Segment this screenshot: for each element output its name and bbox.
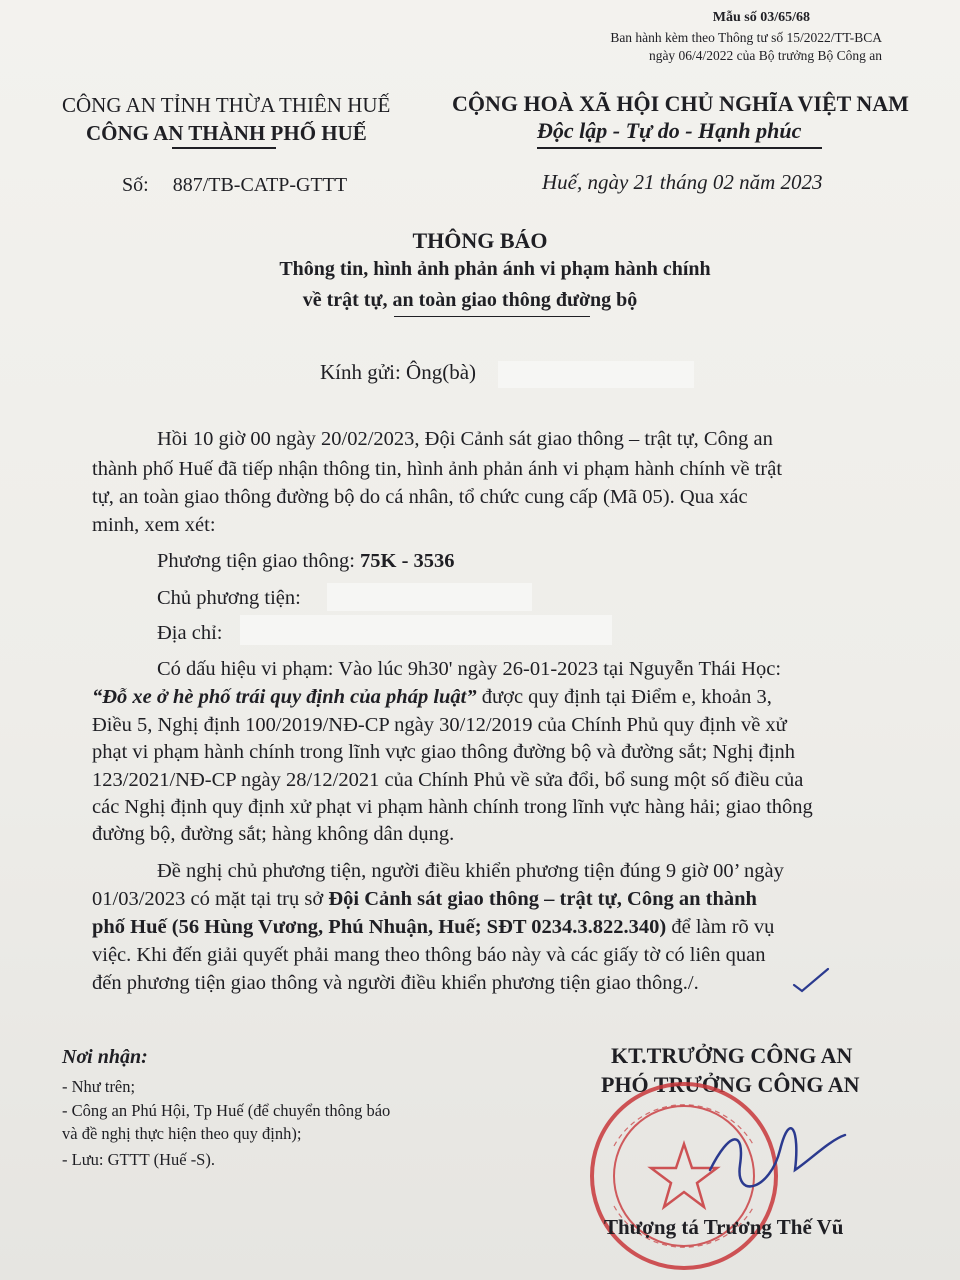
office-name: Đội Cảnh sát giao thông – trật tự, Công an thành (328, 888, 757, 910)
salutation: Kính gửi: Ông(bà) (320, 360, 477, 384)
national-title: CỘNG HOÀ XÃ HỘI CHỦ NGHĨA VIỆT NAM (452, 91, 909, 116)
request-text: 01/03/2023 có mặt tại trụ sở (92, 888, 329, 910)
check-mark-icon (792, 965, 832, 995)
request-line: đến phương tiện giao thông và người điều khiển phương tiện giao thông./. (92, 972, 699, 994)
form-issuance-line-2: ngày 06/4/2022 của Bộ trưởng Bộ Công an (648, 48, 882, 63)
recipient-item: - Như trên; (62, 1077, 136, 1096)
request-text: để làm rõ vụ (666, 916, 775, 938)
vehicle-line (157, 550, 455, 573)
body-line: thành phố Huế đã tiếp nhận thông tin, hình ảnh phản ánh vi phạm hành chính về trật (92, 458, 783, 480)
national-motto: Độc lập - Tự do - Hạnh phúc (537, 118, 802, 143)
document-title: THÔNG BÁO (412, 228, 548, 253)
redacted-owner (327, 583, 532, 611)
violation-line: Điều 5, Nghị định 100/2019/NĐ-CP ngày 30/12/2019 của Chính Phủ quy định về xử (92, 714, 787, 736)
violation-line (92, 686, 772, 709)
address-label: Địa chỉ: (157, 622, 223, 644)
violation-tail: được quy định tại Điểm e, khoản 3, (476, 686, 772, 708)
document-number (122, 174, 347, 197)
recipient-item: - Công an Phú Hội, Tp Huế (để chuyển thông báo (62, 1101, 391, 1120)
request-line (92, 916, 774, 939)
parent-agency: CÔNG AN TỈNH THỪA THIÊN HUẾ (62, 93, 391, 117)
violation-line: đường bộ, đường sắt; hàng không dân dụng. (92, 823, 455, 845)
body-line: tự, an toàn giao thông đường bộ do cá nhân, tổ chức cung cấp (Mã 05). Qua xác (92, 486, 748, 508)
handwritten-signature-icon (700, 1110, 850, 1200)
vehicle-plate: 75K - 3536 (360, 550, 455, 572)
request-line: việc. Khi đến giải quyết phải mang theo thông báo này và các giấy tờ có liên quan (92, 944, 766, 966)
motto-underline (537, 147, 822, 149)
redacted-recipient (498, 361, 694, 388)
vehicle-label: Phương tiện giao thông: (157, 550, 361, 572)
issuing-agency: CÔNG AN THÀNH PHỐ HUẾ (86, 121, 367, 145)
document-subtitle-line-2: về trật tự, an toàn giao thông đường bộ (302, 289, 638, 311)
document-number-value: 887/TB-CATP-GTTT (172, 174, 348, 196)
subtitle-underline (394, 316, 590, 317)
owner-label: Chủ phương tiện: (157, 587, 301, 609)
violation-line: Có dấu hiệu vi phạm: Vào lúc 9h30' ngày 26-01-2023 tại Nguyễn Thái Học: (157, 658, 782, 680)
violation-line: phạt vi phạm hành chính trong lĩnh vực giao thông đường bộ và đường sắt; Nghị định (92, 741, 795, 763)
violation-line: các Nghị định quy định xử phạt vi phạm hành chính trong lĩnh vực hàng hải; giao thông (92, 796, 813, 818)
form-number: Mẫu số 03/65/68 (712, 10, 810, 25)
body-line: Hồi 10 giờ 00 ngày 20/02/2023, Đội Cảnh sát giao thông – trật tự, Công an (157, 428, 773, 450)
document-number-label: Số: (122, 174, 149, 196)
signer-authority: KT.TRƯỞNG CÔNG AN (611, 1043, 853, 1068)
document-subtitle-line-1: Thông tin, hình ảnh phản ánh vi phạm hành chính (279, 258, 711, 280)
request-line: Đề nghị chủ phương tiện, người điều khiển phương tiện đúng 9 giờ 00’ ngày (157, 860, 784, 882)
body-line: minh, xem xét: (92, 514, 216, 536)
recipients-heading: Nơi nhận: (62, 1046, 148, 1068)
violation-name: “Đỗ xe ở hè phố trái quy định của pháp luật” (92, 686, 477, 708)
recipient-item: - Lưu: GTTT (Huế -S). (62, 1150, 215, 1169)
signer-name: Thượng tá Trương Thế Vũ (604, 1215, 844, 1239)
violation-line: 123/2021/NĐ-CP ngày 28/12/2021 của Chính Phủ về sửa đổi, bổ sung một số điều của (92, 769, 804, 791)
redacted-address (240, 615, 612, 645)
form-issuance-line-1: Ban hành kèm theo Thông tư số 15/2022/TT-BCA (610, 30, 882, 45)
signer-position: PHÓ TRƯỞNG CÔNG AN (601, 1072, 860, 1097)
office-address: phố Huế (56 Hùng Vương, Phú Nhuận, Huế; SĐT 0234.3.822.340) (92, 916, 667, 938)
issue-date: Huế, ngày 21 tháng 02 năm 2023 (542, 170, 823, 194)
agency-underline (172, 147, 276, 149)
request-line (92, 888, 757, 911)
recipient-item: và đề nghị thực hiện theo quy định); (62, 1124, 302, 1143)
